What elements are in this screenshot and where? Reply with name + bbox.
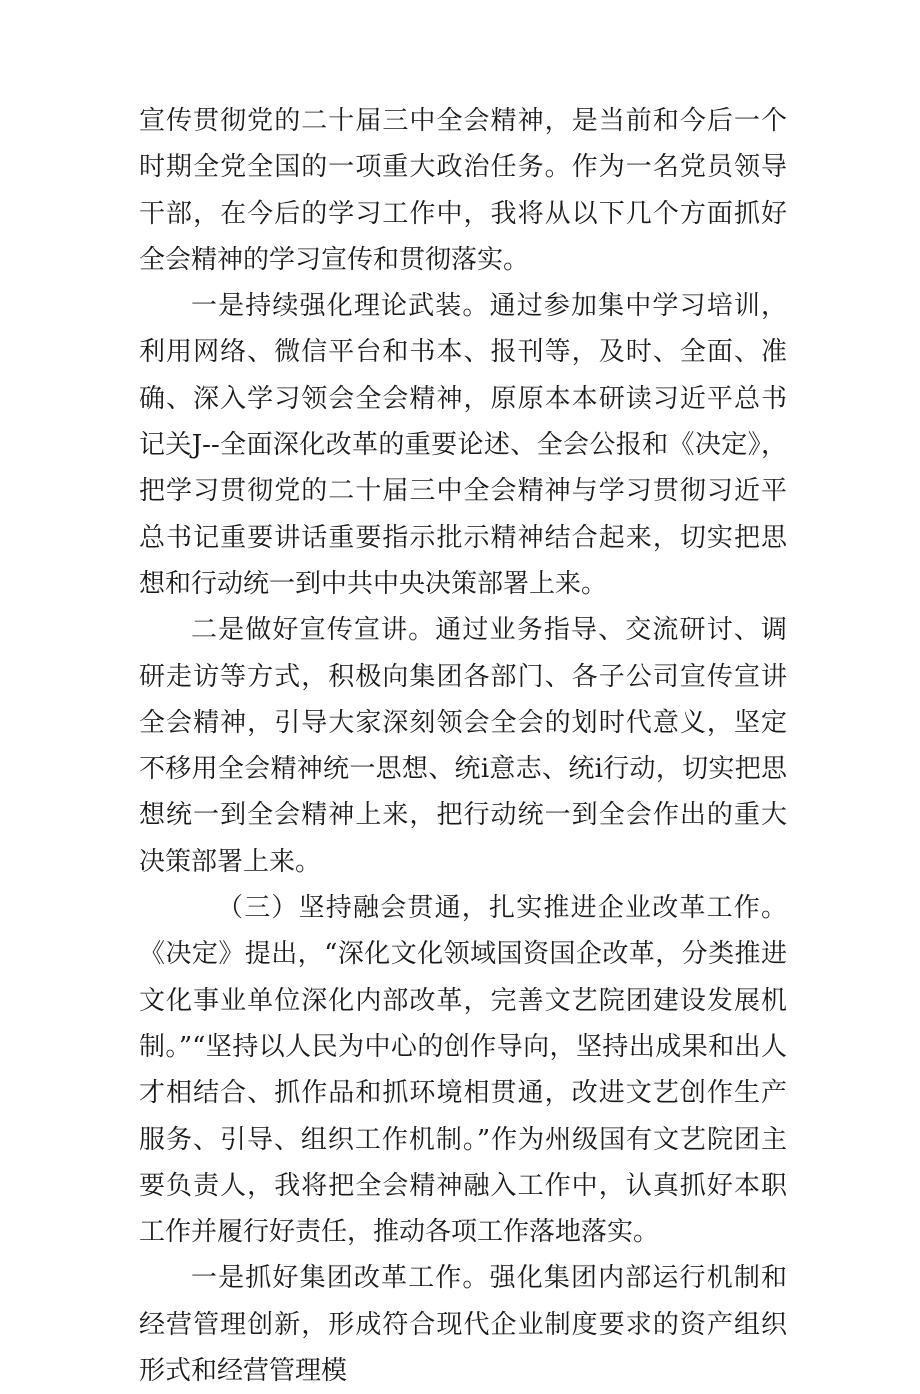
paragraph-theory-arming: 一是持续强化理论武装。通过参加集中学习培训，利用网络、微信平台和书本、报刊等，及时、全面、准确、深入学习领会全会精神，原原本本研读习近平总书记关J--全面深化改革的重要论述、全会公报和《决定》，把学习贯彻党的二十届三中全会精神与学习贯彻习近平总书记重要讲话重要指示批示精神结合起来，切实把思想和行动统一到中共中央决策部署上来。 [139, 291, 787, 599]
paragraph-publicity: 二是做好宣传宣讲。通过业务指导、交流研讨、调研走访等方式，积极向集团各部门、各子公司宣传宣讲全会精神，引导大家深刻领会全会的划时代意义，坚定不移用全会精神统一思想、统i意志、统i行动，切实把思想统一到全会精神上来，把行动统一到全会作出的重大决策部署上来。 [139, 615, 787, 877]
paragraph-section-three: （三）坚持融会贯通，扎实推进企业改革工作。《决定》提出，“深化文化领域国资国企改革，分类推进文化事业单位深化内部改革，完善文艺院团建设发展机制。”“坚持以人民为中心的创作导向，坚持出成果和出人才相结合、抓作品和抓环境相贯通，改进文艺创作生产服务、引导、组织工作机制。”作为州级国有文艺院团主要负责人，我将把全会精神融入工作中，认真抓好本职工作并履行好责任，推动各项工作落地落实。 [139, 893, 787, 1248]
document-page [139, 98, 787, 1394]
paragraph-intro: 宣传贯彻党的二十届三中全会精神，是当前和今后一个时期全党全国的一项重大政治任务。作为一名党员领导干部，在今后的学习工作中，我将从以下几个方面抓好全会精神的学习宣传和贯彻落实。 [139, 106, 787, 275]
paragraph-group-reform: 一是抓好集团改革工作。强化集团内部运行机制和经营管理创新，形成符合现代企业制度要求的资产组织形式和经营管理模 [139, 1263, 787, 1387]
